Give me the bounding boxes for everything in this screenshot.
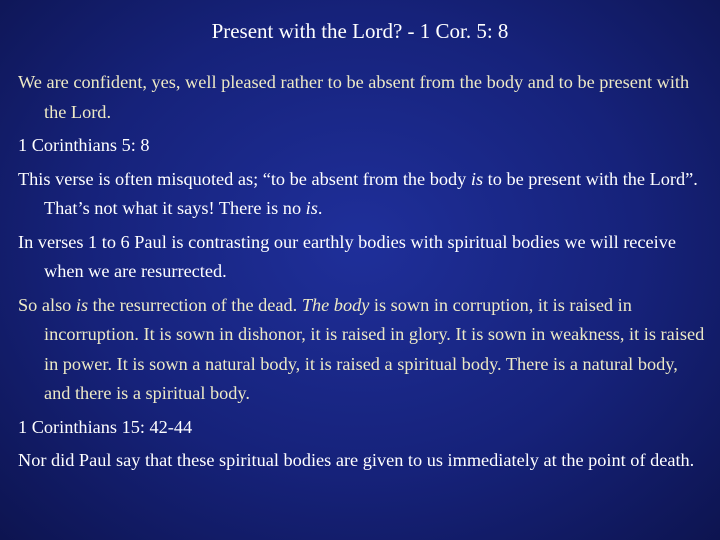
quote2-emphasis-the-body: The body [301,294,370,315]
quote-paragraph-1: We are confident, yes, well pleased rather to be absent from the body and to be present with the Lord. [18,72,690,122]
scripture-reference-2: 1 Corinthians 15: 42-44 [18,416,193,437]
slide-title: Present with the Lord? - 1 Cor. 5: 8 [211,19,509,43]
misquote-paragraph [18,165,708,224]
quote-paragraph-2 [18,291,708,409]
misquote-emphasis-is-1: is [470,168,484,189]
scripture-reference-1: 1 Corinthians 5: 8 [18,135,150,155]
quote2-emphasis-is: is [75,294,89,315]
context-paragraph: In verses 1 to 6 Paul is contrasting our earthly bodies with spiritual bodies we will receive when we are resurrected. [18,231,676,281]
misquote-emphasis-is-2: is [305,198,318,218]
misquote-text-e: . [317,198,323,218]
slide-body [18,68,708,480]
quote2-text-c: the resurrection of the dead. [88,294,302,315]
quote2-text-a: So also [18,294,76,315]
conclusion-paragraph: Nor did Paul say that these spiritual bodies are given to us immediately at the point of death. [18,450,695,470]
misquote-text-a: This verse is often misquoted as; “to be absent from the body [18,168,471,189]
misquote-text-c: to be present with the Lord”. That’s not what it says! There is no [44,168,698,218]
quote2-text-e: is sown in corruption, it is raised in incorruption. It is sown in dishonor, it is raised in glory. It is sown in weakness, it is raised in power. It is sown a natural body, it is raised a spiritual body. There is a natural body, and there is a spiritual body. [44,294,705,403]
